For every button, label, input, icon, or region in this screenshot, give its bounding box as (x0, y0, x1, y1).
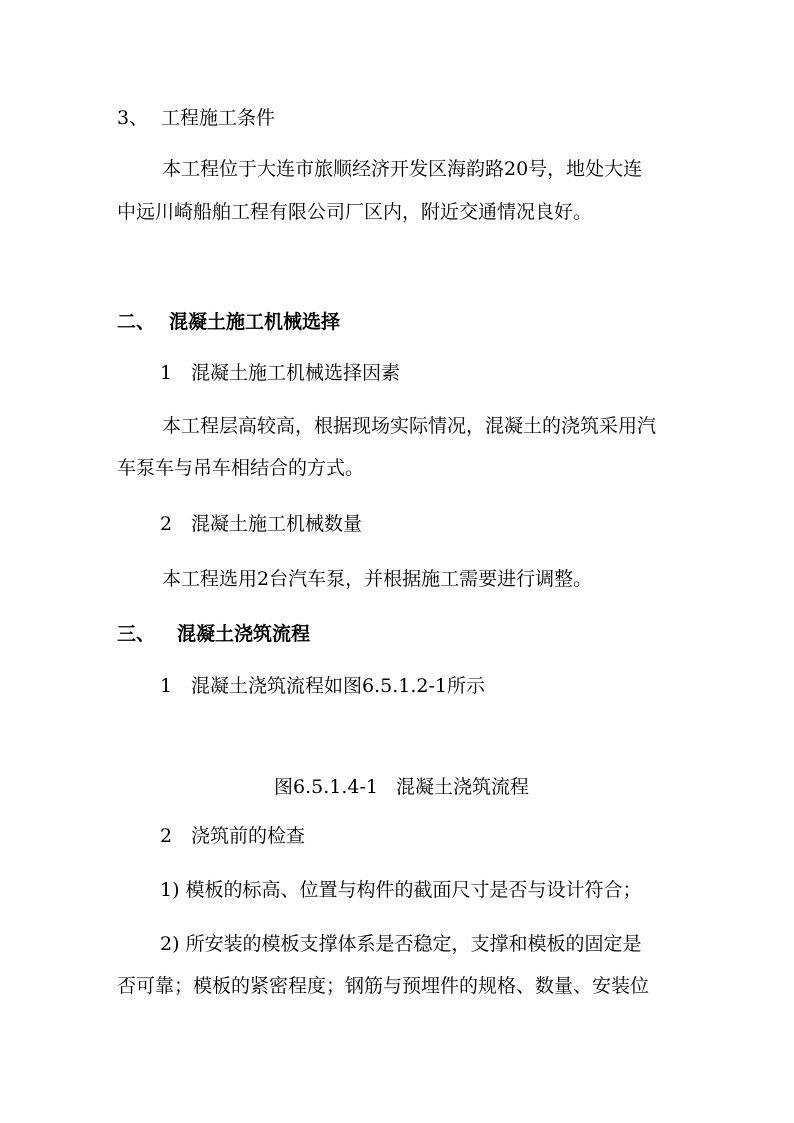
subsection-heading (117, 106, 275, 130)
subsection-number: 2 (160, 825, 173, 847)
subsection-title: 混凝土施工机械选择因素 (191, 362, 401, 384)
list-item: 1) 模板的标高、位置与构件的截面尺寸是否与设计符合； (160, 879, 642, 901)
figure-caption (274, 775, 529, 799)
section-heading (117, 622, 310, 646)
subsection-number: 1 (160, 362, 173, 384)
paragraph-line: 本工程位于大连市旅顺经济开发区海韵路20号，地处大连 (162, 158, 643, 180)
section-title: 混凝土施工机械选择 (169, 311, 341, 333)
subsection-title: 工程施工条件 (161, 107, 276, 129)
paragraph-line: 中远川崎船舶工程有限公司厂区内，附近交通情况良好。 (117, 201, 593, 223)
paragraph-line: 本工程层高较高，根据现场实际情况，混凝土的浇筑采用汽 (162, 415, 657, 437)
paragraph-line: 车泵车与吊车相结合的方式。 (117, 457, 365, 479)
figure-label: 图6.5.1.4-1 (274, 776, 378, 798)
subsection-title: 浇筑前的检查 (191, 825, 306, 847)
subsection-title: 混凝土施工机械数量 (191, 513, 363, 535)
section-number: 三、 (117, 623, 156, 645)
section-title: 混凝土浇筑流程 (177, 623, 311, 645)
subsection-heading (160, 512, 362, 536)
subsection-heading (160, 674, 485, 698)
section-number: 二、 (117, 311, 156, 333)
section-heading (117, 310, 340, 334)
subsection-number: 2 (160, 513, 173, 535)
subsection-number: 1 (160, 675, 173, 697)
paragraph-line: 本工程选用2台汽车泵，并根据施工需要进行调整。 (162, 568, 593, 590)
subsection-number: 3、 (117, 107, 149, 129)
subsection-heading (160, 824, 305, 848)
subsection-heading (160, 361, 400, 385)
figure-title: 混凝土浇筑流程 (395, 776, 529, 798)
subsection-title: 混凝土浇筑流程如图6.5.1.2-1所示 (191, 675, 485, 697)
list-item-continuation: 否可靠；模板的紧密程度；钢筋与预埋件的规格、数量、安装位 (117, 975, 650, 997)
list-item: 2) 所安装的模板支撑体系是否稳定，支撑和模板的固定是 (160, 933, 642, 955)
